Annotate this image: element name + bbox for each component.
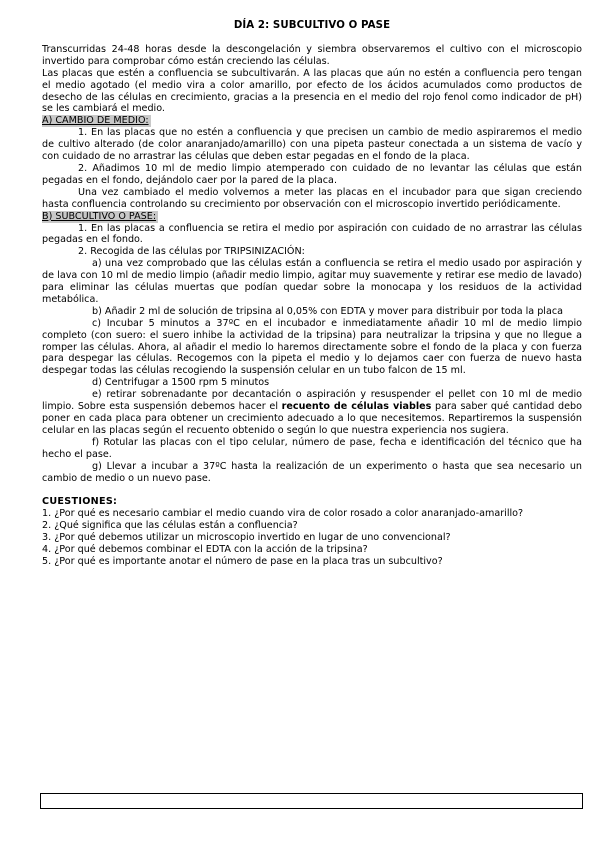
section-a-note: Una vez cambiado el medio volvemos a meter las placas en el incubador para que sigan creciendo hasta confluencia controlando su crecimiento por observación con el microscopio invertido periódicamente.: [42, 186, 582, 210]
section-b-substep-f: f) Rotular las placas con el tipo celular, número de pase, fecha e identificación del técnico que ha hecho el pase.: [42, 436, 582, 460]
question-item: 4. ¿Por qué debemos combinar el EDTA con la acción de la tripsina?: [42, 544, 368, 556]
question-item: 3. ¿Por qué debemos utilizar un microscopio invertido en lugar de uno convencional?: [42, 532, 451, 544]
section-b-step-1: 1. En las placas a confluencia se retira el medio por aspiración con cuidado de no arrastrar las células pegadas en el fondo.: [42, 222, 582, 246]
section-a-step-1: 1. En las placas que no estén a confluencia y que precisen un cambio de medio aspiraremos el medio de cultivo alterado (de color anaranjado/amarillo) con una pipeta pasteur conectada a un sistema de vacío y con cuidado de no arrastrar las células que deben estar pegadas en el fondo de la placa.: [42, 127, 582, 163]
section-b-substep-g: g) Llevar a incubar a 37ºC hasta la realización de un experimento o hasta que sea necesario un cambio de medio o un nuevo pase.: [42, 460, 582, 484]
question-item: 1. ¿Por qué es necesario cambiar el medio cuando vira de color rosado a color anaranjado-amarillo?: [42, 508, 524, 520]
question-item: 2. ¿Qué significa que las células están a confluencia?: [42, 520, 298, 532]
section-b-step-2: 2. Recogida de las células por TRIPSINIZACIÓN:: [78, 246, 305, 258]
viable-cell-count-emphasis: recuento de células viables: [281, 401, 432, 413]
intro-paragraph-2: Las placas que estén a confluencia se subcultivarán. A las placas que aún no estén a confluencia pero tengan el medio agotado (el medio vira a color amarillo, por efecto de los ácidos acumulados como productos de desecho de las células en crecimiento, gracias a la presencia en el medio del rojo fenol como indicador de pH) se les cambiará el medio.: [42, 67, 582, 115]
question-item: 5. ¿Por qué es importante anotar el número de pase en la placa tras un subcultivo?: [42, 555, 443, 567]
page-title: DÍA 2: SUBCULTIVO O PASE: [233, 20, 391, 31]
document-page: [42, 20, 582, 568]
section-b-substep-a: a) una vez comprobado que las células están a confluencia se retira el medio usado por aspiración y de lava con 10 ml de medio limpio (añadir medio limpio, agitar muy suavemente y retirar ese medio de lavado) para eliminar las células muertas que podían quedar sobre la monocapa y los residuos de la actividad metabólica.: [42, 258, 582, 305]
footer-box: [40, 793, 583, 809]
section-b-substep-c: c) Incubar 5 minutos a 37ºC en el incubador e inmediatamente añadir 10 ml de medio limpio completo (con suero: el suero inhibe la actividad de la tripsina) para neutralizar la tripsina y que no llegue a romper las células. Ahora, al añadir el medio lo haremos directamente sobre el fondo de la placa y con fuerza para despegar las células. Recogemos con la pipeta el medio y lo dejamos caer con fuerza de nuevo hasta despegar todas las células recogiendo la suspensión celular en un tubo falcon de 15 ml.: [42, 317, 582, 377]
section-b-heading: [42, 211, 582, 223]
section-b-substep-e: [42, 389, 582, 437]
section-b-substep-d: d) Centrifugar a 1500 rpm 5 minutos: [92, 377, 270, 389]
section-a-step-2: 2. Añadimos 10 ml de medio limpio atemperado con cuidado de no levantar las células que están pegadas en el fondo, dejándolo caer por la pared de la placa.: [42, 162, 582, 186]
section-b-substep-b: b) Añadir 2 ml de solución de tripsina al 0,05% con EDTA y mover para distribuir por toda la placa: [92, 305, 564, 317]
questions-heading: CUESTIONES:: [42, 496, 118, 508]
substep-e-text-end: para saber qué cantidad debo poner en cada placa para obtener un crecimiento adecuado a lo que necesitemos. Repartiremos la suspensión celular en las placas según el recuento obtenido o según lo que nuestra experiencia nos sugiera.: [42, 401, 582, 436]
section-a-heading-text: A) CAMBIO DE MEDIO:: [42, 115, 149, 127]
section-b-heading-text: B) SUBCULTIVO O PASE:: [42, 210, 157, 222]
section-a-heading: [42, 115, 582, 127]
intro-paragraph-1: Transcurridas 24-48 horas desde la descongelación y siembra observaremos el cultivo con el microscopio invertido para comprobar cómo están creciendo las células.: [42, 43, 582, 67]
substep-e-text-start: e) retirar sobrenadante por decantación o aspiración y resuspender el pellet con 10 ml de medio limpio. Sobre esta suspensión debemos hacer el: [42, 389, 582, 413]
